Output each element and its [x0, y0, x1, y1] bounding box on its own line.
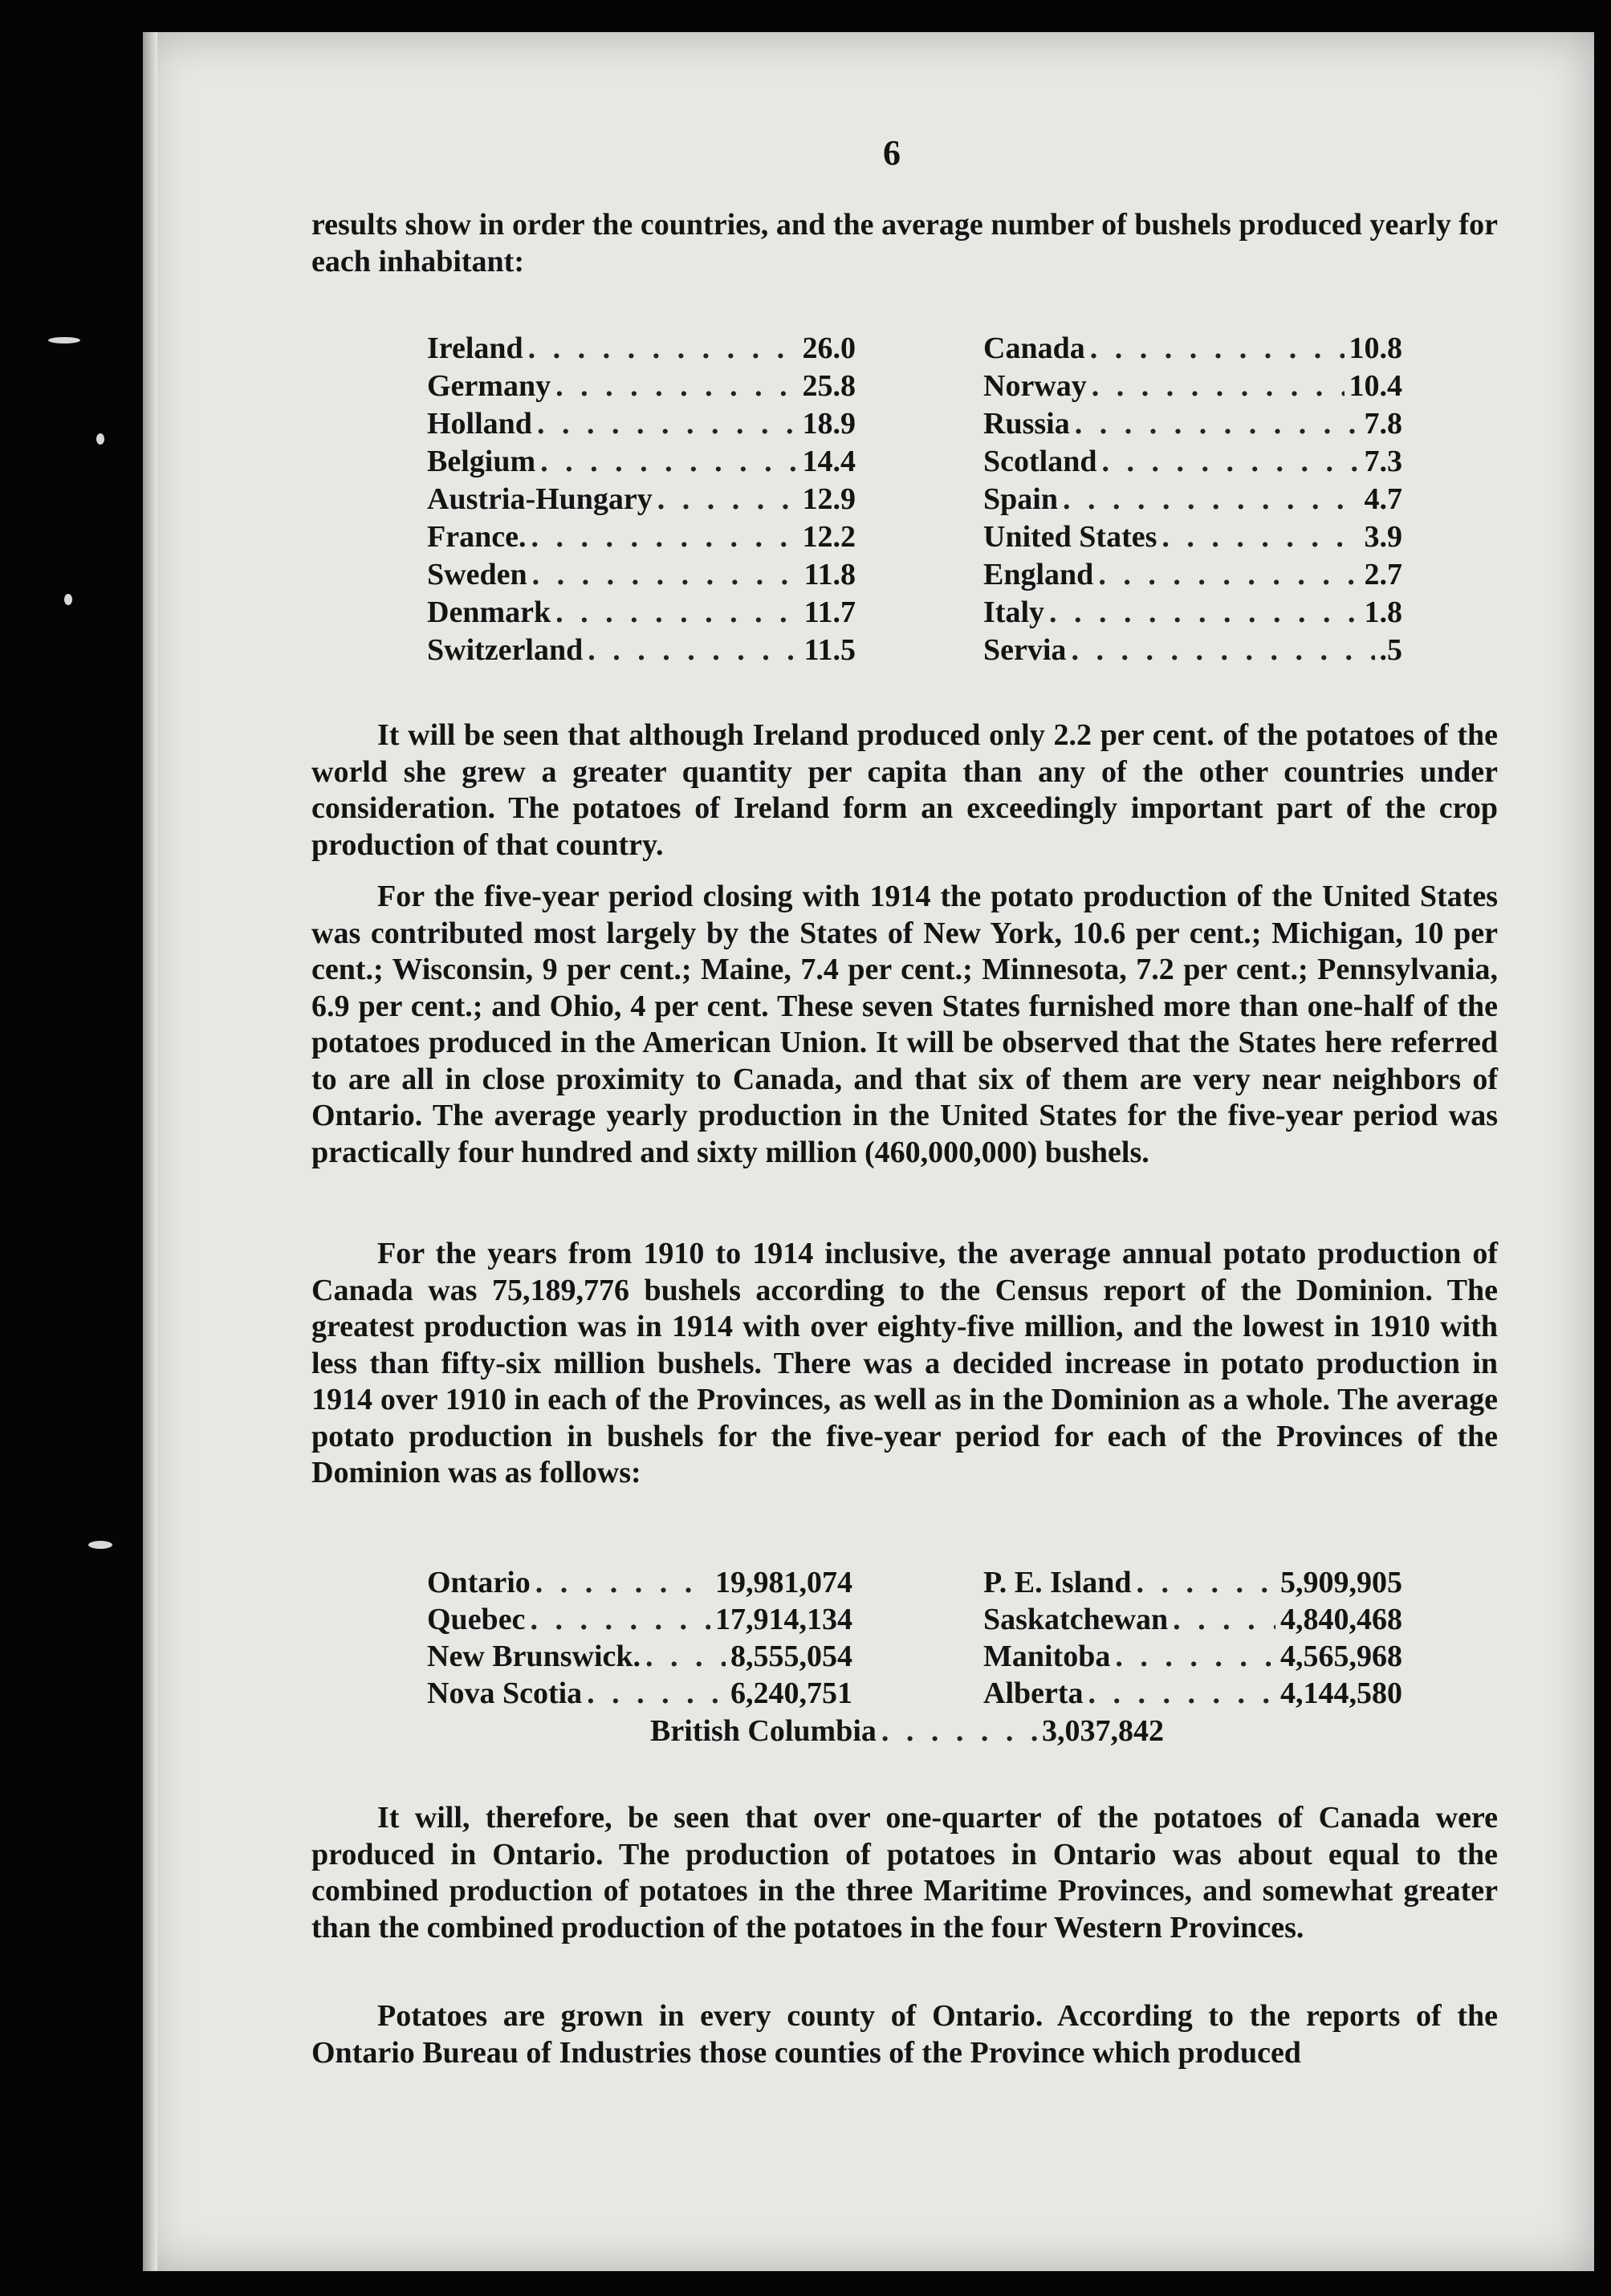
leader-dots — [587, 1676, 726, 1711]
country-name: Belgium — [427, 445, 536, 478]
leader-dots — [537, 406, 798, 441]
province-row-british-columbia — [650, 1713, 1164, 1749]
leader-dots — [532, 557, 799, 592]
country-name: Spain — [983, 482, 1058, 516]
province-value: 4,840,468 — [1280, 1603, 1402, 1636]
leader-dots — [645, 1639, 726, 1674]
country-name: United States — [983, 520, 1157, 554]
margin-mark — [64, 594, 72, 605]
leader-dots — [528, 331, 798, 366]
province-name: Ontario — [427, 1566, 531, 1599]
country-name: Ireland — [427, 331, 523, 365]
country-value: 12.2 — [802, 520, 856, 554]
province-name: Quebec — [427, 1603, 526, 1636]
intro-paragraph: results show in order the countries, and the average number of bushels produced yearly for each inhabitant: — [311, 208, 1498, 278]
paragraph-united-states: For the five-year period closing with 1914 the potato production of the United States was contributed most largely by the States of New York, 10.6 per cent.; Michigan, 10 per cent.; Wisconsin, 9 per cent.; Maine, 7.4 per cent.; Minnesota, 7.2 per cent.; Pennsylvania, 6.9 per cent.; and Ohio, 4 per cent. These seven States furnished more than one-half of the potatoes produced in the American Union. It will be observed that the States here referred to are all in close proximity to Canada, and that six of them are very near neighbors of Ontario. The average yearly production in the United States for the five-year period was practically four hundred and sixty million (460,000,000) bushels. — [311, 880, 1498, 1169]
country-row — [983, 595, 1402, 630]
country-row — [427, 482, 856, 517]
leader-dots — [1088, 1676, 1275, 1711]
leader-dots — [530, 1602, 710, 1637]
country-name: Servia — [983, 633, 1067, 667]
leader-dots — [1092, 368, 1345, 404]
province-name: Saskatchewan — [983, 1603, 1169, 1636]
province-value: 19,981,074 — [715, 1566, 852, 1599]
province-row — [983, 1565, 1402, 1600]
province-value: 4,565,968 — [1280, 1640, 1402, 1673]
country-value: 7.3 — [1364, 445, 1402, 478]
margin-mark — [48, 337, 80, 343]
country-row — [427, 444, 856, 479]
country-row — [427, 368, 856, 404]
province-name: Nova Scotia — [427, 1676, 583, 1710]
leader-dots — [1161, 519, 1359, 555]
country-name: Switzerland — [427, 633, 584, 667]
country-value: 2.7 — [1364, 558, 1402, 591]
country-row — [983, 444, 1402, 479]
country-name: Scotland — [983, 445, 1097, 478]
country-value: 25.8 — [802, 369, 856, 403]
country-name: Russia — [983, 407, 1070, 441]
paragraph-canada: For the years from 1910 to 1914 inclusive, the average annual potato production of Canada was 75,189,776 bushels according to the Census report of the Dominion. The greatest production was in 1914 with over eighty-five million, and the lowest in 1910 with less than fifty-six million bushels. There was a decided increase in potato production in 1914 over 1910 in each of the Provinces, as well as in the Dominion as a whole. The average potato production in bushels for the five-year period for each of the Provinces of the Dominion was as follows: — [311, 1237, 1498, 1489]
province-value: 3,037,842 — [1042, 1714, 1164, 1748]
province-row — [983, 1676, 1402, 1711]
province-name: P. E. Island — [983, 1566, 1132, 1599]
leader-dots — [555, 595, 799, 630]
province-row — [983, 1602, 1402, 1637]
paragraph-ireland: It will be seen that although Ireland produced only 2.2 per cent. of the potatoes of the world she grew a greater quantity per capita than any of the other countries under consideration. The potatoes of Ireland form an exceedingly important part of the crop production of that country. — [311, 718, 1498, 862]
margin-mark — [96, 433, 104, 445]
country-row — [427, 406, 856, 441]
country-value: 14.4 — [802, 445, 856, 478]
province-name: Alberta — [983, 1676, 1084, 1710]
leader-dots — [1101, 444, 1359, 479]
country-value: 4.7 — [1364, 482, 1402, 516]
province-name: New Brunswick. — [427, 1640, 641, 1673]
country-value: .5 — [1379, 633, 1402, 667]
province-value: 6,240,751 — [730, 1676, 852, 1710]
country-row — [427, 331, 856, 366]
province-row — [427, 1676, 852, 1711]
country-value: 7.8 — [1364, 407, 1402, 441]
country-name: Canada — [983, 331, 1085, 365]
province-value: 8,555,054 — [730, 1640, 852, 1673]
leader-dots — [535, 1565, 710, 1600]
country-row — [983, 632, 1402, 668]
province-row — [427, 1639, 852, 1674]
province-row — [983, 1639, 1402, 1674]
country-row — [427, 557, 856, 592]
leader-dots — [1090, 331, 1345, 366]
leader-dots — [531, 519, 797, 555]
leader-dots — [540, 444, 797, 479]
leader-dots — [588, 632, 799, 668]
country-value: 11.8 — [803, 558, 856, 591]
paragraph-ontario: It will, therefore, be seen that over one-quarter of the potatoes of Canada were produced in Ontario. The production of potatoes in Ontario was about equal to the combined production of potatoes in the three Maritime Provinces, and somewhat greater than the combined production of the potatoes in the four Western Provinces. — [311, 1801, 1498, 1944]
paragraph-counties: Potatoes are grown in every county of Ontario. According to the reports of the Ontario Bureau of Industries those counties of the Province which produced — [311, 1999, 1498, 2070]
country-value: 10.4 — [1349, 369, 1402, 403]
leader-dots — [555, 368, 797, 404]
country-row — [983, 406, 1402, 441]
country-name: Italy — [983, 595, 1044, 629]
country-row — [983, 557, 1402, 592]
country-row — [983, 519, 1402, 555]
province-row — [427, 1602, 852, 1637]
margin-mark — [88, 1541, 112, 1549]
country-name: England — [983, 558, 1094, 591]
province-value: 5,909,905 — [1280, 1566, 1402, 1599]
country-name: Germany — [427, 369, 551, 403]
country-row — [983, 331, 1402, 366]
leader-dots — [881, 1713, 1037, 1749]
country-name: Holland — [427, 407, 532, 441]
country-value: 10.8 — [1349, 331, 1402, 365]
leader-dots — [1115, 1639, 1275, 1674]
country-row — [427, 632, 856, 668]
country-value: 12.9 — [802, 482, 856, 516]
province-name: British Columbia — [650, 1714, 877, 1748]
leader-dots — [1098, 557, 1359, 592]
country-row — [983, 482, 1402, 517]
country-name: Denmark — [427, 595, 551, 629]
province-name: Manitoba — [983, 1640, 1111, 1673]
country-row — [427, 519, 856, 555]
leader-dots — [1071, 632, 1374, 668]
province-value: 17,914,134 — [715, 1603, 852, 1636]
leader-dots — [1173, 1602, 1275, 1637]
country-name: Sweden — [427, 558, 527, 591]
country-value: 11.7 — [803, 595, 856, 629]
country-value: 26.0 — [802, 331, 856, 365]
leader-dots — [1136, 1565, 1275, 1600]
country-value: 11.5 — [803, 633, 856, 667]
country-row — [427, 595, 856, 630]
country-row — [983, 368, 1402, 404]
leader-dots — [1075, 406, 1360, 441]
country-name: Austria-Hungary — [427, 482, 653, 516]
province-value: 4,144,580 — [1280, 1676, 1402, 1710]
country-name: France. — [427, 520, 527, 554]
country-name: Norway — [983, 369, 1087, 403]
country-value: 18.9 — [802, 407, 856, 441]
province-row — [427, 1565, 852, 1600]
leader-dots — [1063, 482, 1360, 517]
page-number: 6 — [883, 133, 901, 173]
country-value: 3.9 — [1364, 520, 1402, 554]
country-value: 1.8 — [1364, 595, 1402, 629]
leader-dots — [657, 482, 798, 517]
leader-dots — [1049, 595, 1360, 630]
